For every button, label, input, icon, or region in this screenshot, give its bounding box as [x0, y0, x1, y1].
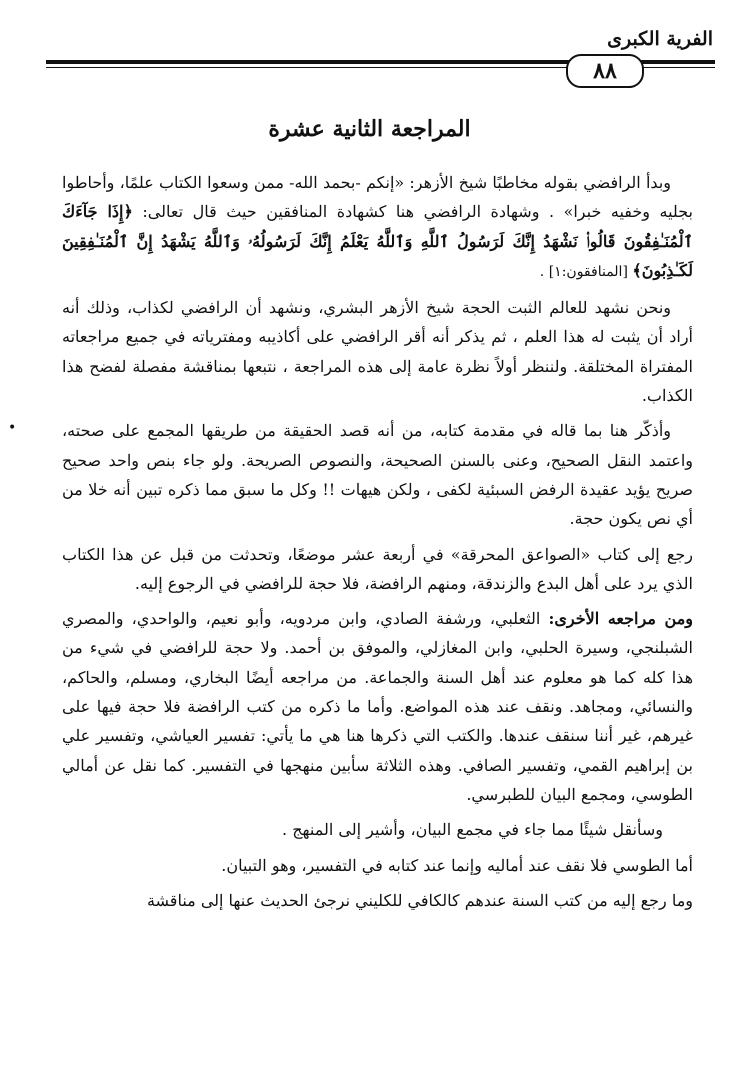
page-number: ٨٨	[566, 54, 644, 88]
running-title: الفرية الكبرى	[607, 28, 713, 50]
quran-verse: ﴿إِذَا جَآءَكَ ٱلْمُنَـٰفِقُونَ قَالُوا۟ نَشْهَدُ إِنَّكَ لَرَسُولُ ٱللَّهِ وَٱللَّهُ يَعْلَمُ إِنَّكَ لَرَسُولُهُۥ وَٱللَّهُ يَشْهَدُ إِنَّ ٱلْمُنَـٰفِقِينَ لَكَـٰذِبُونَ﴾	[62, 202, 693, 280]
paragraph-4: رجع إلى كتاب «الصواعق المحرقة» في أربعة عشر موضعًا، وتحدثت من قبل عن هذا الكتاب الذي يرد على أهل البدع والزندقة، ومنهم الرافضة، فلا حجة للرافضي في الرجوع إليه.	[62, 544, 693, 593]
paragraph-6: وسأنقل شيئًا مما جاء في مجمع البيان، وأشير إلى المنهج .	[282, 820, 663, 840]
paragraph-1	[62, 168, 693, 287]
body-text	[62, 168, 693, 921]
paragraph-7: أما الطوسي فلا نقف عند أماليه وإنما عند كتابه في التفسير، وهو التبيان.	[221, 855, 693, 875]
paragraph-1-text: وبدأ الرافضي بقوله مخاطبًا شيخ الأزهر: «إنكم -بحمد الله- ممن وسعوا الكتاب علمًا، وأحاطوا بجليه وخفيه خبرا» . وشهادة الرافضي هنا كشهادة المنافقين حيث قال تعالى:	[62, 173, 693, 222]
paragraph-3: وأذكّر هنا بما قاله في مقدمة كتابه، من أنه قصد الحقيقة من طريقها المجمع على صحته، واعتمد النقل الصحيح، وعنى بالسنن الصحيحة، والنصوص الصريحة. ولو جاء بنص واحد صحيح صريح يؤيد عقيدة الرفض السبئية لكفى ، ولكن هيهات !! وكل ما سبق مما ذكره تبين أنه خلا من أي نص يكون حجة.	[62, 421, 693, 529]
paragraph-5-text: الثعلبي، ورشفة الصادي، وابن مردويه، وأبو نعيم، والواحدي، والمصري الشبلنجي، وسيرة الحلبي، وابن المغازلي، والموفق بن أحمد. ولا حجة للرافضي في شيء من هذا كله كما هو معلوم عند أهل السنة والجماعة. من مراجعه أيضًا البخاري، ومسلم، والحاكم، والنسائي، ومجاهد. ونقف عند هذه المواضع. وأما ما ذكره من كتب الرافضة فلا حجة فيها على غيرهم، غير أننا سنقف عندها. والكتب التي ذكرها هنا هي ما يأتي: تفسير العياشي، وتفسير علي بن إبراهيم القمي، وتفسير الصافي. وهذه الثلاثة سأبين منهجها في التفسير. كما نقل عن أمالي الطوسي، ومجمع البيان للطبرسي.	[62, 609, 694, 804]
paragraph-5	[62, 604, 693, 809]
section-heading: المراجعة الثانية عشرة	[268, 116, 471, 142]
paragraph-8: وما رجع إليه من كتب السنة عندهم كالكافي للكليني نرجئ الحديث عنها إلى مناقشة	[146, 890, 693, 910]
verse-reference: [المنافقون:١] .	[539, 263, 633, 280]
paragraph-2: ونحن نشهد للعالم الثبت الحجة شيخ الأزهر البشري، ونشهد أن الرافضي لكذاب، وذلك أنه أراد أن يثبت له هذا العلم ، ثم يذكر أنه أقر الرافضي على أكاذيبه ومفترياته في جميع مراجعاته المفتراة المختلقة. ولننظر أولاً نظرة عامة إلى هذه المراجعة ، نتبعها بمناقشة مفصلة لفضح هذا الكذاب.	[62, 298, 694, 406]
paragraph-5-lead: ومن مراجعه الأخرى:	[548, 609, 694, 629]
margin-mark: •	[8, 420, 17, 436]
